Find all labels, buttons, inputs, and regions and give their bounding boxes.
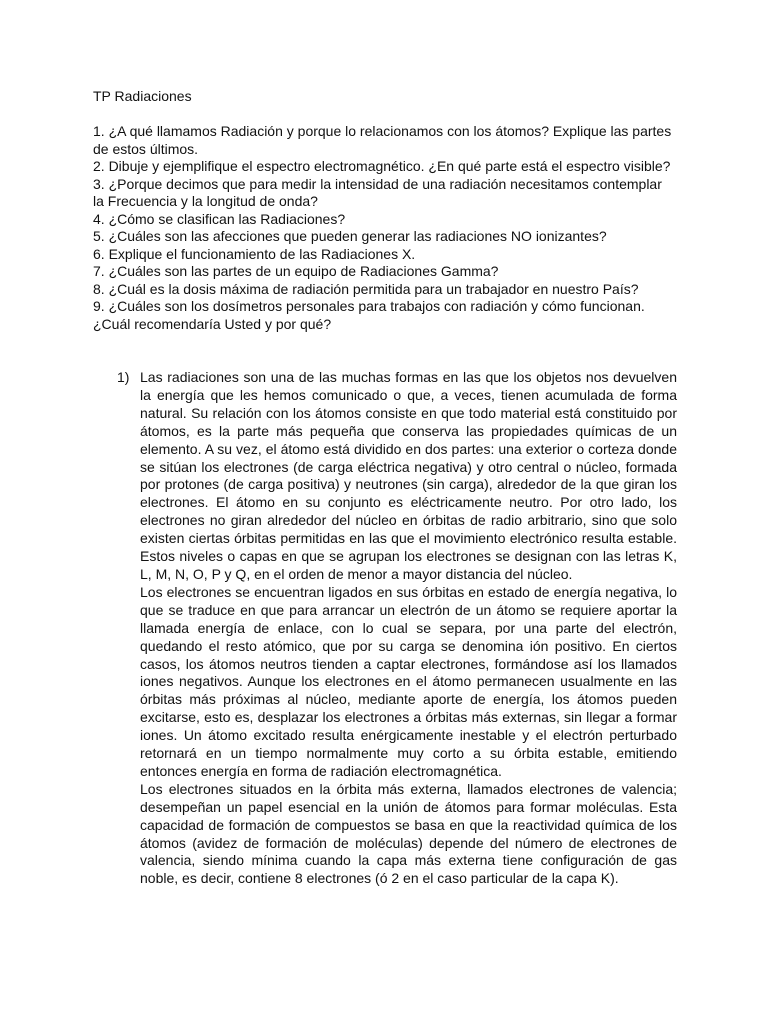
question-1: 1. ¿A qué llamamos Radiación y porque lo relacionamos con los átomos? Explique las partes de estos últimos. [93,123,672,157]
answer-paragraph-1: Las radiaciones son una de las muchas formas en las que los objetos nos devuelven la energía que les hemos comunicado o que, a veces, tienen acumulada de forma natural. Su relación con los átomos consiste en que todo material está constituido por átomos, es la parte más pequeña que conserva las propiedades químicas de un elemento. A su vez, el átomo está dividido en dos partes: una exterior o corteza donde se sitúan los electrones (de carga eléctrica negativa) y otro central o núcleo, formada por protones (de carga positiva) y neutrones (sin carga), alrededor de la que giran los electrones. El átomo en su conjunto es eléctricamente neutro. Por otro lado, los electrones no giran alrededor del núcleo en órbitas de radio arbitrario, sino que solo existen ciertas órbitas permitidas en las que el movimiento electrónico resulta estable. Estos niveles o capas en que se agrupan los electrones se designan con las letras K, L, M, N, O, P y Q, en el orden de menor a mayor distancia del núcleo. [140,369,677,582]
question-7: 7. ¿Cuáles son las partes de un equipo de Radiaciones Gamma? [93,263,499,279]
answer-list [93,369,677,888]
question-2: 2. Dibuje y ejemplifique el espectro electromagnético. ¿En qué parte está el espectro visible? [93,158,671,174]
question-4: 4. ¿Cómo se clasifican las Radiaciones? [93,210,346,227]
question-9: 9. ¿Cuáles son los dosímetros personales para trabajos con radiación y cómo funcionan. ¿Cuál recomendaría Usted y por qué? [93,298,645,332]
answer-number: 1) [117,369,130,385]
answer-paragraph-3: Los electrones situados en la órbita más externa, llamados electrones de valencia; desempeñan un papel esencial en la unión de átomos para formar moléculas. Esta capacidad de formación de compuestos se basa en que la reactividad química de los átomos (avidez de formación de moléculas) depende del número de electrones de valencia, siendo mínima cuando la capa más externa tiene configuración de gas noble, es decir, contiene 8 electrones (ó 2 en el caso particular de la capa K). [140,780,677,887]
question-3: 3. ¿Porque decimos que para medir la intensidad de una radiación necesitamos contemplar la Frecuencia y la longitud de onda? [93,175,662,209]
question-6: 6. Explique el funcionamiento de las Radiaciones X. [93,245,416,262]
question-list [93,123,673,333]
question-5: 5. ¿Cuáles son las afecciones que pueden generar las radiaciones NO ionizantes? [93,228,607,244]
document-title: TP Radiaciones [93,88,192,104]
question-8: 8. ¿Cuál es la dosis máxima de radiación permitida para un trabajador en nuestro País? [93,280,639,297]
answer-body [140,369,677,888]
answer-paragraph-2: Los electrones se encuentran ligados en sus órbitas en estado de energía negativa, lo que se traduce en que para arrancar un electrón de un átomo se requiere aportar la llamada energía de enlace, con lo cual se separa, por una parte del electrón, quedando el resto atómico, que por su carga se denomina ión positivo. En ciertos casos, los átomos neutros tienden a captar electrones, formándose así los llamados iones negativos. Aunque los electrones en el átomo permanecen usualmente en las órbitas más próximas al núcleo, mediante aporte de energía, los átomos pueden excitarse, esto es, desplazar los electrones a órbitas más externas, sin llegar a formar iones. Un átomo excitado resulta enérgicamente inestable y el electrón perturbado retornará en un tiempo normalmente muy corto a su órbita estable, emitiendo entonces energía en forma de radiación electromagnética. [140,583,677,779]
